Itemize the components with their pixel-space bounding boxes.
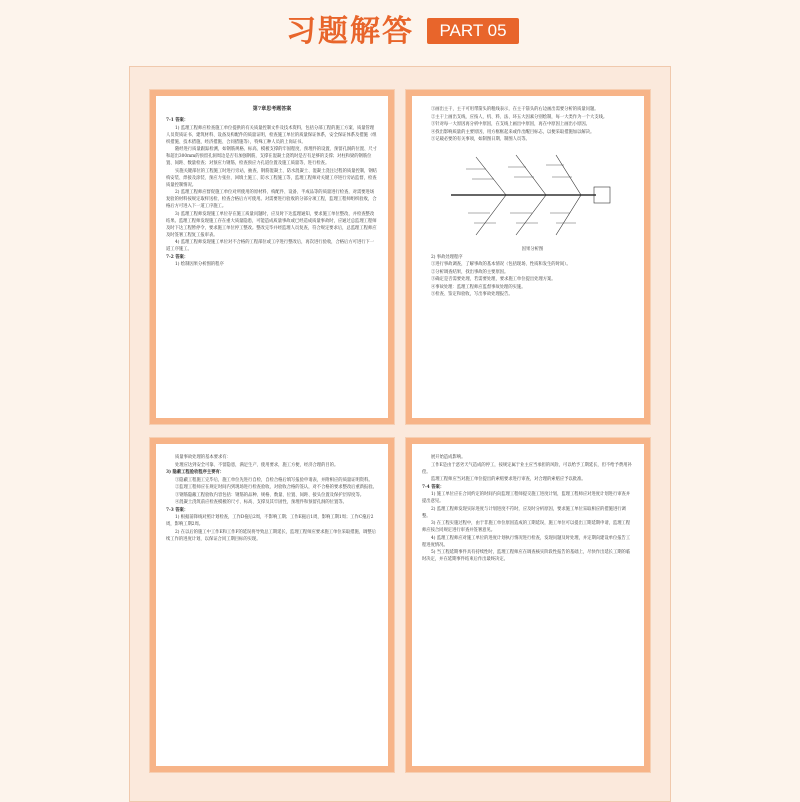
paragraph: 1) 施工单位应在合同约定的时间内向监理工程师提交施工进度计划，监理工程师应对进度计划进行审查并提出意见。 bbox=[422, 492, 631, 504]
paragraph: 3) 监理工程师发现施工单位存在施工质量问题时，应及时下达监理通知，要求施工单位整改，并检查整改结果。监理工程师发现施工存在重大质量隐患，可能造成质量事故或已经造成质量事故时，应通过总监理工程师及时下达工程暂停令，要求施工单位停工整改。整改完毕并经监理人员复查，符合规定要求后，总监理工程师应及时签署工程复工报审表。 bbox=[166, 211, 377, 238]
page-card-4 bbox=[406, 438, 650, 772]
paragraph: 展开始造成影响。 bbox=[431, 455, 466, 460]
paragraph: ④找出影响质量的主要原因，用方框框起来或作出醒目标志，以便采取措施加以解决。 bbox=[431, 129, 595, 135]
paragraph: ①进行事故调查，了解事故的基本情况（包括现场、性质和发生的时间）。 bbox=[431, 262, 571, 267]
paragraph: 4) 监理工程师发现施工单位对不合格的工程部位或工序进行整改后，再次进行验收，合格后方可进行下一道工序施工。 bbox=[166, 240, 375, 252]
paragraph: 工作E是由于恶劣天气造成的停工，按规定属于业主应当承担的风险，可以给予工期延长，但不给予费用补偿。 bbox=[422, 462, 632, 475]
paragraph: ①隐蔽工程施工完毕后，施工单位先进行自检，自检合格后填写报验申请表，并附相应的质量证明资料。 bbox=[175, 477, 373, 483]
paragraph: 3) 在工程实施过程中，由于非施工单位原因造成的工期延误，施工单位可以提出工期延期申请，监理工程师应按合同规定进行审查并签署意见。 bbox=[422, 521, 631, 533]
document-page bbox=[412, 96, 644, 418]
paragraph: 2) 事故处理程序 bbox=[431, 254, 463, 260]
paragraph: ③确定是否需要处理，若需要处理，要求施工单位提出处理方案。 bbox=[431, 277, 556, 282]
paragraph: ②监理工程师应在规定时间内到现场进行检查验收，对验收合格的签认，对不合格的要求整改后重新报验。 bbox=[175, 485, 377, 490]
paragraph: 1) 绘制因果分析图的程序 bbox=[175, 262, 224, 267]
diagram-caption: 因果分析图 bbox=[521, 247, 544, 252]
paragraph: 1) 根据前锋线对照计划检查，工作D拖后2周，不影响工期；工作E拖后1周，影响工期1周；工作C拖后2周，影响工期2周。 bbox=[166, 515, 374, 527]
paragraph: ①画出主干，主干可用带箭头的粗线表示，在主干箭头的右边画出需要分析的质量问题。 bbox=[431, 107, 599, 112]
paragraph: 7-2 答案： bbox=[166, 254, 189, 260]
paragraph: 1) 监理工程师应检查施工单位提供的有关质量控制文件及技术资料，包括分部工程的施工方案、质量管理人员资质证书、建筑材料、设备及构配件的质量证明，检查施工单位的质量保证体系，安全保证体系及措施（组织措施、技术措施、经济措施、合同措施等），特殊工种人员的上岗证书。 bbox=[166, 125, 377, 145]
paragraph: ⑤记载必要的有关事项，如制图日期、制图人员等。 bbox=[431, 137, 530, 142]
paragraph: ②分析调查结果，找出事故的主要原因。 bbox=[431, 269, 509, 275]
paragraph: 处理应达到安全可靠、不留隐患，满足生产、使用要求，施工方便，经济合理的目的。 bbox=[175, 462, 339, 468]
fishbone-diagram bbox=[446, 147, 611, 242]
paragraph: ⑤检查、鉴定和验收，写出事故处理报告。 bbox=[431, 292, 513, 297]
page-card-2 bbox=[406, 90, 650, 424]
paragraph: ④混凝土浇筑前应检查模板的尺寸、标高、支撑及其牢固性，预埋件和预留孔洞的位置等。 bbox=[175, 500, 347, 505]
paragraph: 4) 监理工程师应对施工单位的进度计划执行情况进行检查，发现问题及时处理，并定期向建设单位报告工程进度情况。 bbox=[422, 535, 631, 548]
paragraph: 3) 隐蔽工程验收程序主要有： bbox=[166, 470, 225, 475]
document-page bbox=[412, 444, 644, 766]
paragraph: 2) 监理工程师应督促施工单位对所使用的原材料、构配件、设备、半成品等的质量进行检查，对需要进场复验的材料按规定取样送检，检查合格后方可使用。对需要进行验收的分部分项工程，监理工程师组织验收，合格后方可进入下一道工序施工。 bbox=[166, 190, 377, 209]
page-heading: 第7章思考题答案 bbox=[252, 106, 292, 112]
paragraph: 7-3 答案： bbox=[166, 507, 189, 513]
document-page bbox=[156, 444, 388, 766]
document-page bbox=[156, 96, 388, 418]
paragraph: 2) 监理工程师发现实际进度与计划进度不符时，应及时分析原因，要求施工单位采取相应的措施进行调整。 bbox=[422, 506, 626, 519]
page-card-1 bbox=[150, 90, 394, 424]
paragraph: 质量事故处理的基本要求有： bbox=[175, 455, 231, 460]
part-badge: PART 05 bbox=[427, 18, 519, 44]
paragraph: 7-4 答案： bbox=[422, 484, 445, 490]
paragraph: 7-1 答案： bbox=[166, 118, 189, 123]
paragraph: ②主干上画出支线，应按人、机、料、法、环五大因素分别绘制，每一大类作为一个大支线。 bbox=[431, 114, 608, 120]
paragraph: 监理工程师应当对施工单位提出的索赔要求进行审查，对合理的索赔应予以批准。 bbox=[431, 477, 586, 482]
paragraph: 2) 在以后的施工中工作E和工作F的延误将导致总工期延长，监理工程师应要求施工单位采取措施，调整后续工作的进度计划，以保证合同工期目标的实现。 bbox=[166, 529, 376, 542]
paragraph: 5) 当工程延期事件具有持续性时，监理工程师应在调查核实阶段性报告的基础上，尽快作出延长工期的临时决定，并在延期事件结束后作出最终决定。 bbox=[422, 550, 631, 562]
page-card-3 bbox=[150, 438, 394, 772]
paragraph: ③钢筋隐蔽工程验收内容包括：钢筋的品种、规格、数量、位置、间距、接头位置及保护层厚度等。 bbox=[175, 492, 365, 498]
paragraph: ③针对每一大原因再分析中原因，在支线上画出中原因，再在中原因上画出小原因。 bbox=[431, 122, 590, 127]
page-title: 习题解答 bbox=[286, 14, 414, 49]
paragraph: 实施关键部位的工程施工时进行旁站，抽查、钢筋混凝土、防水混凝土、混凝土浇注过程的质量控制，钢结构安装、焊接及涂装、预应力张拉、回填土施工、防水工程施工等，监理工程师对关键工序进行旁站监督，检查质量控制情况。 bbox=[166, 168, 377, 188]
paragraph: 随经进行质量跟踪检测，如钢筋规格、标高、模板支撑的牢固程度、预埋件的设置、预留孔洞的位置、尺寸和超出300mm的预留孔洞周边是否有加强钢筋，支撑在混凝土浇筑时是否有足够的支撑；对柱和梁的钢筋位置、间距、数量检查；对预应力钢筋，检查预应力孔道位置及施工质量等，进行检查。 bbox=[166, 147, 377, 166]
paragraph: ④事故处理：监理工程师应监督事故处理的实施。 bbox=[431, 284, 526, 290]
